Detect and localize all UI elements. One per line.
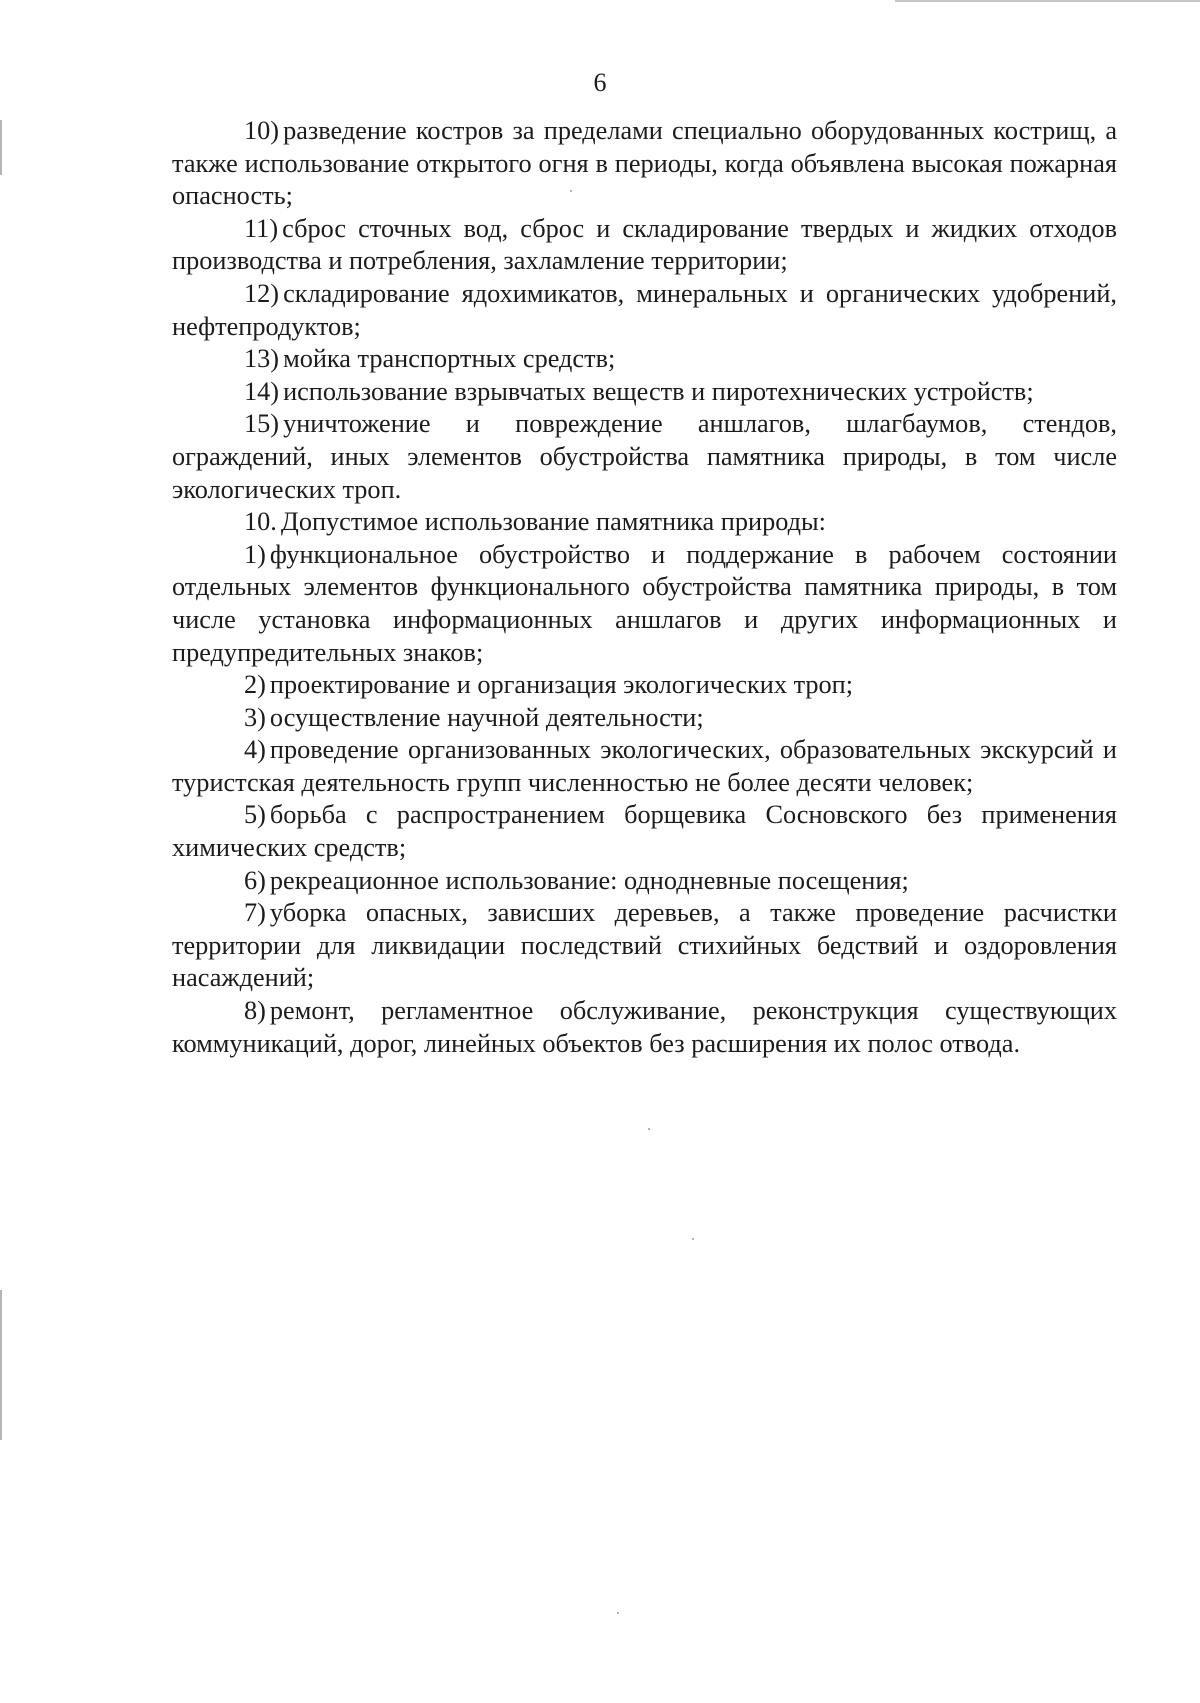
item-text: использование взрывчатых веществ и пиротехнических устройств; <box>283 376 1034 406</box>
list-item <box>172 702 1117 735</box>
item-text: функциональное обустройство и поддержание в рабочем состоянии отдельных элементов функционального обустройства памятника природы, в том числе установка информационных аншлагов и других информационных и предупредительных знаков; <box>172 539 1117 667</box>
item-number: 13) <box>244 344 280 374</box>
item-number: 4) <box>244 735 266 765</box>
item-text: разведение костров за пределами специально оборудованных кострищ, а также использование открытого огня в периоды, когда объявлена высокая пожарная опасность; <box>172 116 1117 211</box>
item-text: проектирование и организация экологических троп; <box>269 670 854 700</box>
list-item <box>172 995 1117 1060</box>
list-item <box>172 734 1117 799</box>
scan-speck <box>648 1128 650 1130</box>
item-text: проведение организованных экологических, образовательных экскурсий и туристская деятельность групп численностью не более десяти человек; <box>172 735 1117 797</box>
item-text: складирование ядохимикатов, минеральных и органических удобрений, нефтепродуктов; <box>172 278 1117 341</box>
section-number: 10. <box>244 507 277 537</box>
item-text: уборка опасных, зависших деревьев, а также проведение расчистки территории для ликвидации последствий стихийных бедствий и оздоровления насаждений; <box>172 898 1117 993</box>
item-number: 6) <box>244 865 266 895</box>
item-number: 10) <box>244 116 280 145</box>
section-heading <box>172 506 1117 539</box>
item-number: 1) <box>244 539 266 569</box>
scan-edge-mark <box>0 1290 2 1440</box>
item-number: 2) <box>244 670 266 700</box>
item-number: 15) <box>244 409 280 439</box>
list-item <box>172 799 1117 864</box>
scan-edge-mark <box>0 120 2 175</box>
list-item <box>172 897 1117 995</box>
item-text: сброс сточных вод, сброс и складирование твердых и жидких отходов производства и потребления, захламление территории; <box>172 213 1117 276</box>
document-body <box>172 115 1117 1060</box>
section-text: Допустимое использование памятника природы: <box>280 507 826 537</box>
item-text: осуществление научной деятельности; <box>269 702 704 732</box>
item-text: уничтожение и повреждение аншлагов, шлагбаумов, стендов, ограждений, иных элементов обустройства памятника природы, в том числе экологических троп. <box>172 409 1117 504</box>
item-number: 12) <box>244 278 280 308</box>
page-number: 6 <box>593 68 607 97</box>
scan-speck <box>692 1238 694 1240</box>
item-number: 14) <box>244 376 280 406</box>
list-item <box>172 278 1117 343</box>
scan-edge-line <box>895 0 1200 2</box>
scan-speck <box>617 1612 619 1614</box>
item-number: 5) <box>244 800 266 830</box>
item-text: ремонт, регламентное обслуживание, реконструкция существующих коммуникаций, дорог, линейных объектов без расширения их полос отвода. <box>172 996 1117 1058</box>
list-item <box>172 539 1117 669</box>
list-item <box>172 213 1117 278</box>
list-item <box>172 343 1117 376</box>
item-number: 3) <box>244 702 266 732</box>
item-number: 7) <box>244 898 266 928</box>
list-item <box>172 408 1117 506</box>
list-item <box>172 865 1117 898</box>
item-number: 11) <box>244 213 279 243</box>
list-item <box>172 115 1117 213</box>
list-item <box>172 669 1117 702</box>
item-text: борьба с распространением борщевика Сосновского без применения химических средств; <box>172 800 1117 863</box>
item-number: 8) <box>244 996 266 1026</box>
item-text: мойка транспортных средств; <box>283 344 616 374</box>
item-text: рекреационное использование: однодневные посещения; <box>269 865 909 895</box>
list-item <box>172 376 1117 409</box>
